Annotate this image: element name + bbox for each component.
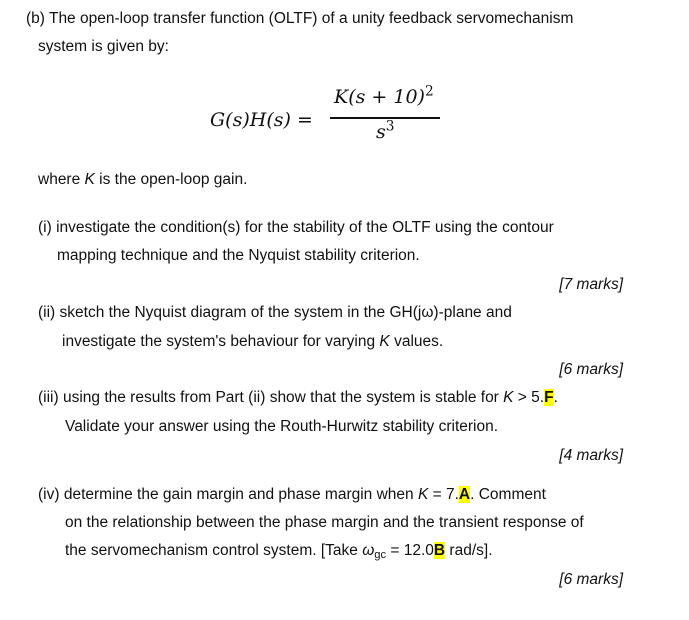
part-iv-omega: ω [362, 542, 375, 559]
part-ii-var: K [379, 333, 390, 350]
where-line [38, 170, 247, 190]
part-iv-var: K [417, 486, 429, 503]
part-iv-highlight-a: A [458, 486, 471, 503]
equation-lhs: G(s)H(s) = [210, 109, 313, 131]
part-iv-omega-sub: gc [374, 548, 387, 561]
intro-line-2: system is given by: [38, 38, 169, 55]
part-iv-highlight-b: B [433, 542, 446, 559]
part-iii-highlight: F [544, 389, 554, 406]
equation-denominator-base: s [376, 121, 386, 143]
intro-line-1: (b) The open-loop transfer function (OLTF) of a unity feedback servomechanism [26, 10, 574, 27]
part-ii-line-1: (ii) sketch the Nyquist diagram of the system in the GH(jω)-plane and [38, 304, 512, 321]
part-i-marks: [7 marks] [559, 276, 623, 293]
where-pre: where [38, 171, 85, 188]
part-iv-line-1 [38, 485, 546, 505]
equation-numerator-exponent: 2 [424, 83, 434, 100]
part-iv-line-2: on the relationship between the phase margin and the transient response of [65, 514, 584, 531]
equation-denominator [376, 118, 395, 143]
part-ii-line-2-post: values. [389, 333, 444, 350]
part-iv-marks: [6 marks] [559, 571, 623, 588]
part-iii-marks: [4 marks] [559, 447, 623, 464]
part-iv-line-3-post: rad/s]. [445, 542, 493, 559]
part-iv-line-3 [65, 541, 493, 561]
part-ii-marks: [6 marks] [559, 361, 623, 378]
part-iii-line-2: Validate your answer using the Routh-Hurwitz stability criterion. [65, 418, 499, 435]
equation-numerator [334, 83, 434, 108]
part-iii-var: K [503, 389, 514, 406]
part-iv-line-3-pre: the servomechanism control system. [Take [65, 542, 363, 559]
part-iv-line-1-post: . Comment [470, 486, 546, 503]
where-var: K [84, 171, 95, 188]
part-iv-line-3-mid: = 12.0 [386, 542, 434, 559]
part-iii-line-1-mid: > 5. [513, 389, 545, 406]
part-ii-line-2 [62, 332, 443, 352]
part-iii-line-1-post: . [553, 389, 558, 406]
part-iii-line-1 [38, 388, 558, 408]
where-post: is the open-loop gain. [94, 171, 248, 188]
part-iv-line-1-pre: (iv) determine the gain margin and phase margin when [38, 486, 418, 503]
part-ii-line-2-pre: investigate the system's behaviour for varying [62, 333, 380, 350]
part-iii-line-1-pre: (iii) using the results from Part (ii) show that the system is stable for [38, 389, 504, 406]
equation-numerator-base: K(s + 10) [334, 86, 425, 108]
equation-denominator-exponent: 3 [385, 118, 395, 135]
part-i-line-2: mapping technique and the Nyquist stability criterion. [57, 247, 420, 264]
part-i-line-1: (i) investigate the condition(s) for the stability of the OLTF using the contour [38, 219, 554, 236]
part-iv-line-1-mid: = 7. [428, 486, 459, 503]
